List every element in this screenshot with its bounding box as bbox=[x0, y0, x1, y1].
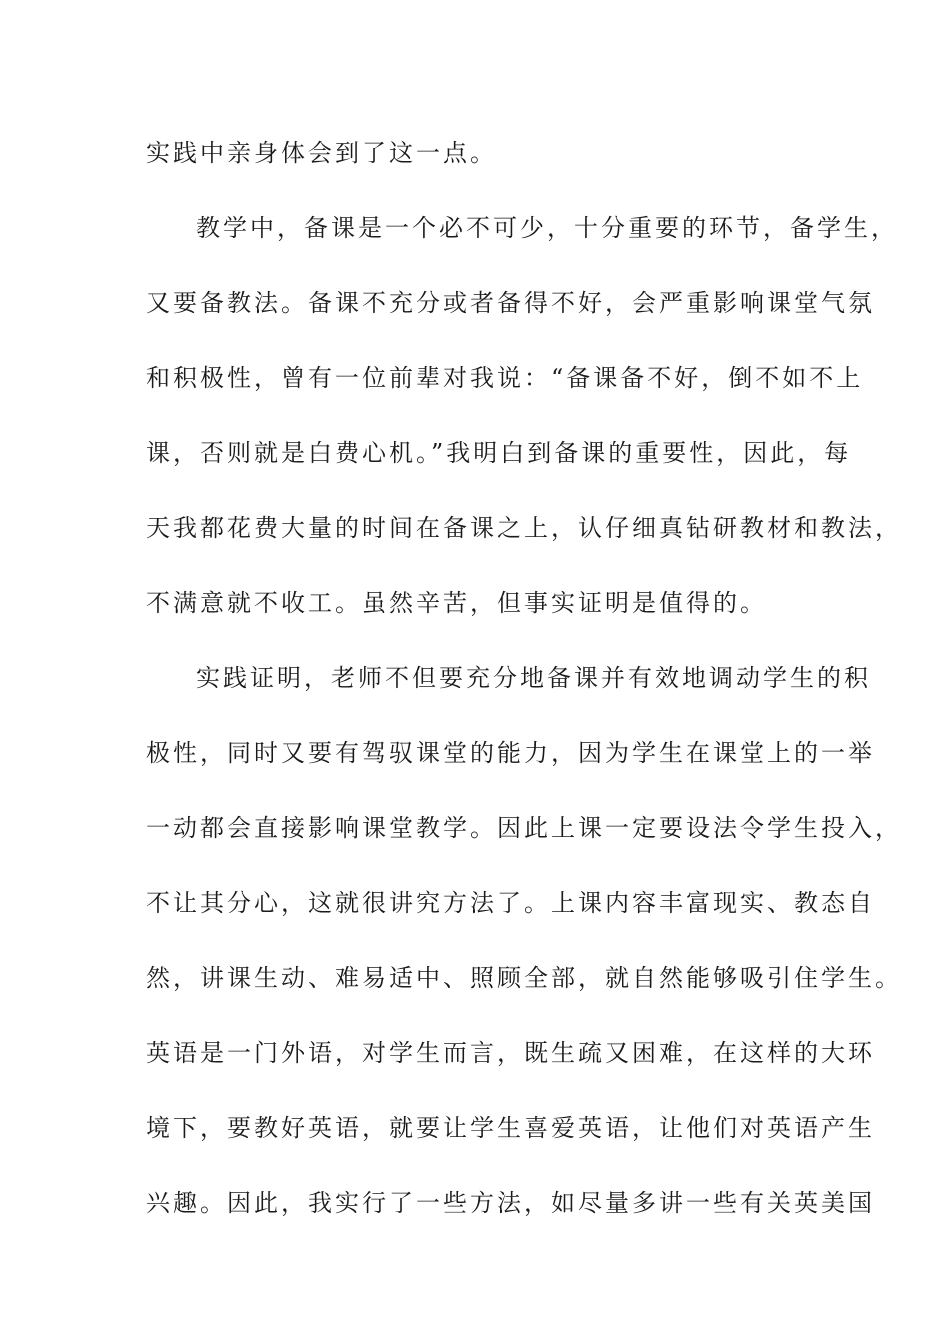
text-line: 实践证明，老师不但要充分地备课并有效地调动学生的积 bbox=[196, 664, 871, 692]
text-line: 极性，同时又要有驾驭课堂的能力，因为学生在课堂上的一举 bbox=[146, 739, 875, 767]
text-line: 然，讲课生动、难易适中、照顾全部，就自然能够吸引住学生。 bbox=[146, 964, 902, 992]
text-line: 一动都会直接影响课堂教学。因此上课一定要设法令学生投入， bbox=[146, 814, 902, 842]
text-line: 境下，要教好英语，就要让学生喜爱英语，让他们对英语产生 bbox=[146, 1114, 875, 1142]
text-line: 天我都花费大量的时间在备课之上，认仔细真钻研教材和教法， bbox=[146, 514, 902, 542]
text-line: 实践中亲身体会到了这一点。 bbox=[146, 139, 497, 167]
text-line: 和积极性，曾有一位前辈对我说：“备课备不好，倒不如不上 bbox=[146, 364, 864, 392]
text-line: 不让其分心，这就很讲究方法了。上课内容丰富现实、教态自 bbox=[146, 889, 875, 917]
text-line: 不满意就不收工。虽然辛苦，但事实证明是值得的。 bbox=[146, 589, 767, 617]
text-line: 兴趣。因此，我实行了一些方法，如尽量多讲一些有关英美国 bbox=[146, 1189, 875, 1217]
text-line: 又要备教法。备课不充分或者备得不好，会严重影响课堂气氛 bbox=[146, 289, 875, 317]
text-line: 课，否则就是白费心机。”我明白到备课的重要性，因此，每 bbox=[146, 439, 852, 467]
body-text bbox=[146, 133, 902, 1258]
text-line: 英语是一门外语，对学生而言，既生疏又困难，在这样的大环 bbox=[146, 1039, 875, 1067]
text-line: 教学中，备课是一个必不可少，十分重要的环节，备学生， bbox=[196, 214, 898, 242]
